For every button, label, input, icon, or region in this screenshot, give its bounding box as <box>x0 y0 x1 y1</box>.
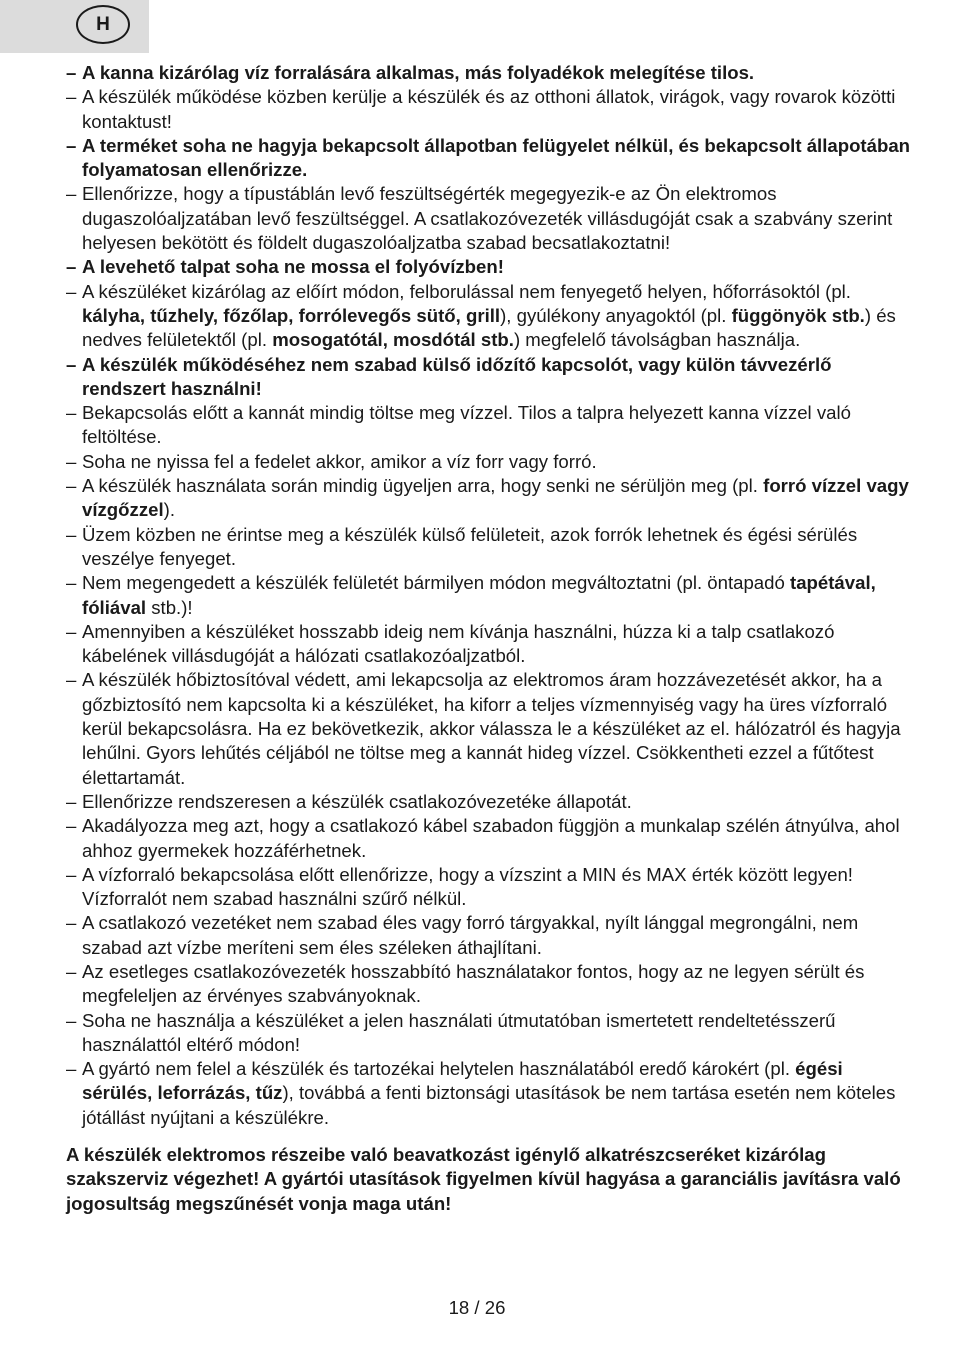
text-run: ), továbbá a fenti biztonsági utasítások be nem tartása esetén nem köteles jótállást nyújtani a készülékre. <box>82 1082 896 1128</box>
list-item <box>66 814 916 863</box>
list-item <box>66 280 916 353</box>
list-item-text <box>82 911 916 960</box>
text-run: Soha ne használja a készüléket a jelen használati útmutatóban ismertetett rendeltetésszerű használattól eltérő módon! <box>82 1009 836 1055</box>
list-item-text <box>82 255 916 279</box>
list-item <box>66 450 916 474</box>
list-item <box>66 134 916 183</box>
list-dash: – <box>66 450 77 472</box>
list-item <box>66 523 916 572</box>
list-dash: – <box>66 1058 77 1080</box>
list-dash: – <box>66 353 77 375</box>
text-run: A készüléket kizárólag az előírt módon, felborulással nem fenyegető helyen, hőforrásoktól (pl. <box>82 280 851 302</box>
list-item <box>66 863 916 912</box>
list-item-text <box>82 280 916 353</box>
text-run: A vízforraló bekapcsolása előtt ellenőrizze, hogy a vízszint a MIN és MAX érték között legyen! Vízforralót nem szabad használni szűrő nélkül. <box>82 863 853 910</box>
list-dash: – <box>66 402 77 424</box>
emphasis-text: mosogatótál, mosdótál stb. <box>272 329 514 351</box>
list-dash: – <box>66 256 77 278</box>
list-dash: – <box>66 912 77 934</box>
instruction-list <box>66 61 916 1130</box>
text-run: A levehető talpat soha ne mossa el folyóvízben! <box>82 256 504 278</box>
emphasis-text: tapétával, fóliával <box>82 572 876 618</box>
text-run: A kanna kizárólag víz forralására alkalmas, más folyadékok melegítése tilos. <box>82 62 755 83</box>
list-item-text <box>82 960 916 1009</box>
list-item <box>66 85 916 134</box>
list-dash: – <box>66 620 77 642</box>
list-dash: – <box>66 863 77 885</box>
list-dash: – <box>66 475 77 497</box>
text-run: A készülék hőbiztosítóval védett, ami lekapcsolja az elektromos áram hozzávezetését akkor, ha a gőzbiztosító nem kapcsolta ki a készüléket, ha kiforr a teljes vízmennyiség vagy ha üres vízforraló kerül bekapcsolásra. Ha ez bekövetkezik, akkor válassza le a készüléket az el. hálózatról és hagyja lehűlni. Gyors lehűtés céljából ne töltse meg a kannát hideg vízzel. Csökkentheti ezzel a fűtőtest élettartamát. <box>82 669 901 788</box>
list-item-text <box>82 61 916 85</box>
list-item <box>66 353 916 402</box>
text-run: Ellenőrizze rendszeresen a készülék csatlakozóvezetéke állapotát. <box>82 790 632 812</box>
list-item <box>66 61 916 85</box>
text-run: ) megfelelő távolságban használja. <box>513 329 801 351</box>
list-item-text <box>82 134 916 183</box>
text-run: ) és nedves felületektől (pl. <box>82 304 896 351</box>
list-dash: – <box>66 280 77 302</box>
list-item <box>66 911 916 960</box>
list-item <box>66 620 916 669</box>
list-dash: – <box>66 183 77 205</box>
list-item-text <box>82 620 916 669</box>
text-run: A készülék használata során mindig ügyeljen arra, hogy senki ne sérüljön meg (pl. <box>82 475 764 497</box>
list-item <box>66 255 916 279</box>
list-item <box>66 182 916 255</box>
emphasis-text: függönyök stb. <box>731 304 865 326</box>
list-item-text <box>82 571 916 620</box>
list-item <box>66 668 916 789</box>
list-item-text <box>82 814 916 863</box>
page-number: 18 / 26 <box>448 1297 506 1318</box>
list-item-text <box>82 790 916 814</box>
list-dash: – <box>66 86 77 108</box>
list-item-text <box>82 401 916 450</box>
list-dash: – <box>66 960 77 982</box>
list-dash: – <box>66 815 77 837</box>
list-item <box>66 1057 916 1130</box>
language-badge: H <box>76 5 130 44</box>
list-item-text <box>82 182 916 255</box>
text-run: Akadályozza meg azt, hogy a csatlakozó kábel szabadon függjön a munkalap szélén átnyúlva, ahol ahhoz gyermekek hozzáférhetnek. <box>82 815 900 861</box>
text-run: ), gyúlékony anyagoktól (pl. <box>500 304 732 326</box>
list-item <box>66 790 916 814</box>
final-warning: A készülék elektromos részeibe való beavatkozást igénylő alkatrészcseréket kizárólag szakszerviz végezhet! A gyártói utasítások figyelmen kívül hagyása a garanciális javításra való jogosultság megszűnését vonja maga után! <box>66 1144 901 1214</box>
text-run: Az esetleges csatlakozóvezeték hosszabbító használatakor fontos, hogy az ne legyen sérült és megfeleljen az érvényes szabványoknak. <box>82 960 865 1007</box>
list-dash: – <box>66 790 77 812</box>
emphasis-text: forró vízzel vagy vízgőzzel <box>82 475 909 521</box>
text-run: A készülék működéséhez nem szabad külső időzítő kapcsolót, vagy külön távvezérlő rendszert használni! <box>82 353 832 399</box>
text-run: A készülék működése közben kerülje a készülék és az otthoni állatok, virágok, vagy rovarok közötti kontaktust! <box>82 86 896 132</box>
text-run: ). <box>163 499 175 521</box>
emphasis-text: égési sérülés, leforrázás, tűz <box>82 1058 843 1104</box>
list-item-text <box>82 474 916 523</box>
text-run: Nem megengedett a készülék felületét bármilyen módon megváltoztatni (pl. öntapadó <box>82 572 790 594</box>
text-run: Ellenőrizze, hogy a típustáblán levő feszültségérték megegyezik-e az Ön elektromos dugaszolóaljzatában levő feszültséggel. A csatlakozóvezeték villásdugóját csak a szabvány szerint helyesen bekötött és földelt dugaszolóaljzatba szabad becsatlakoztatni! <box>82 183 893 254</box>
text-run: Bekapcsolás előtt a kannát mindig töltse meg vízzel. Tilos a talpra helyezett kanna vízzel való feltöltése. <box>82 402 851 448</box>
safety-instructions <box>66 61 916 1216</box>
list-item <box>66 474 916 523</box>
list-item <box>66 960 916 1009</box>
list-item-text <box>82 353 916 402</box>
text-run: stb.)! <box>146 596 193 618</box>
list-dash: – <box>66 572 77 594</box>
list-item-text <box>82 523 916 572</box>
list-item <box>66 1009 916 1058</box>
list-item-text <box>82 1057 916 1130</box>
text-run: A csatlakozó vezetéket nem szabad éles vagy forró tárgyakkal, nyílt lánggal megrongálni, nem szabad azt vízbe meríteni sem éles széleken áthajlítani. <box>82 912 859 958</box>
list-item <box>66 571 916 620</box>
text-run: Amennyiben a készüléket hosszabb ideig nem kívánja használni, húzza ki a talp csatlakozó kábelének villásdugóját a hálózati csatlakozóaljzatból. <box>82 620 835 667</box>
list-dash: – <box>66 1009 77 1031</box>
list-dash: – <box>66 523 77 545</box>
list-dash: – <box>66 669 77 691</box>
list-item-text <box>82 1009 916 1058</box>
list-item <box>66 401 916 450</box>
emphasis-text: kályha, tűzhely, főzőlap, forrólevegős sütő, grill <box>82 304 501 326</box>
list-item-text <box>82 863 916 912</box>
list-item-text <box>82 668 916 789</box>
list-item-text <box>82 450 916 474</box>
text-run: A terméket soha ne hagyja bekapcsolt állapotban felügyelet nélkül, és bekapcsolt állapotában folyamatosan ellenőrizze. <box>82 134 911 181</box>
text-run: Üzem közben ne érintse meg a készülék külső felületeit, azok forrók lehetnek és égési sérülés veszélye fenyeget. <box>82 523 858 569</box>
language-tab <box>0 0 149 53</box>
list-dash: – <box>66 134 77 156</box>
text-run: A gyártó nem felel a készülék és tartozékai helytelen használatából eredő károkért (pl. <box>82 1058 796 1080</box>
list-item-text <box>82 85 916 134</box>
list-dash: – <box>66 62 77 83</box>
text-run: Soha ne nyissa fel a fedelet akkor, amikor a víz forr vagy forró. <box>82 450 597 472</box>
